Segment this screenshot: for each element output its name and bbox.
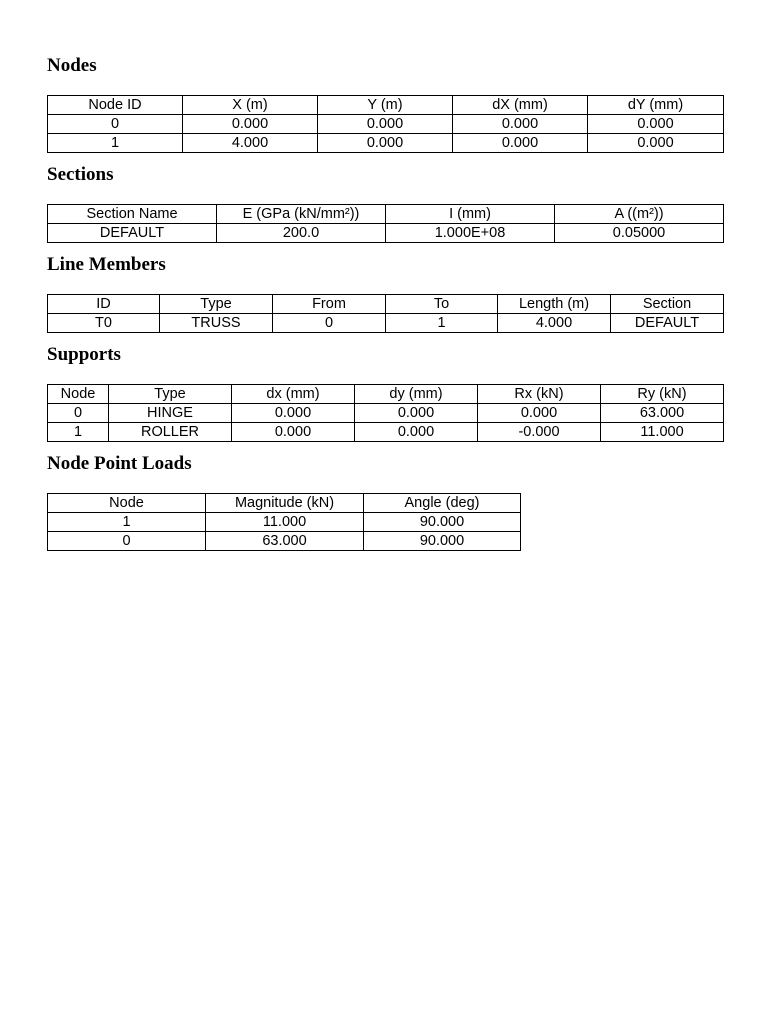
sections-table	[47, 204, 724, 243]
column-header: Y (m)	[318, 96, 453, 115]
table-cell: 0.000	[453, 115, 588, 134]
column-header: Magnitude (kN)	[206, 494, 364, 513]
table-cell: 0	[48, 532, 206, 551]
table-row	[48, 134, 724, 153]
column-header: Rx (kN)	[478, 385, 601, 404]
table-row	[48, 513, 521, 532]
table-cell: T0	[48, 314, 160, 333]
table-cell: 0	[48, 115, 183, 134]
table-cell: 0.000	[478, 404, 601, 423]
column-header: Node	[48, 385, 109, 404]
table-cell: 11.000	[601, 423, 724, 442]
table-cell: ROLLER	[109, 423, 232, 442]
table-row	[48, 115, 724, 134]
line-members-section	[47, 254, 700, 331]
column-header: Length (m)	[498, 295, 611, 314]
table-row	[48, 423, 724, 442]
column-header: ID	[48, 295, 160, 314]
column-header: dY (mm)	[588, 96, 724, 115]
column-header: I (mm)	[386, 205, 555, 224]
table-cell: 4.000	[498, 314, 611, 333]
table-cell: 0.000	[232, 404, 355, 423]
table-row	[48, 314, 724, 333]
line-members-table	[47, 294, 724, 333]
node-point-loads-table	[47, 493, 521, 551]
supports-table	[47, 384, 724, 442]
column-header: Node	[48, 494, 206, 513]
column-header: Section Name	[48, 205, 217, 224]
column-header: dx (mm)	[232, 385, 355, 404]
table-cell: 0.000	[453, 134, 588, 153]
table-row	[48, 532, 521, 551]
table-cell: 0	[48, 404, 109, 423]
table-cell: 0.000	[318, 134, 453, 153]
column-header: Section	[611, 295, 724, 314]
table-cell: 63.000	[601, 404, 724, 423]
column-header: Node ID	[48, 96, 183, 115]
table-cell: 11.000	[206, 513, 364, 532]
table-header-row	[48, 205, 724, 224]
column-header: From	[273, 295, 386, 314]
table-row	[48, 404, 724, 423]
nodes-table	[47, 95, 724, 153]
column-header: A ((m²))	[555, 205, 724, 224]
supports-heading: Supports	[47, 344, 121, 365]
table-header-row	[48, 494, 521, 513]
table-cell: 1	[48, 423, 109, 442]
column-header: To	[386, 295, 498, 314]
table-header-row	[48, 96, 724, 115]
table-cell: DEFAULT	[48, 224, 217, 243]
table-cell: 1	[386, 314, 498, 333]
column-header: E (GPa (kN/mm²))	[217, 205, 386, 224]
table-cell: 0.000	[588, 134, 724, 153]
column-header: Type	[109, 385, 232, 404]
table-cell: 1.000E+08	[386, 224, 555, 243]
table-cell: 1	[48, 513, 206, 532]
table-cell: HINGE	[109, 404, 232, 423]
table-cell: DEFAULT	[611, 314, 724, 333]
table-header-row	[48, 385, 724, 404]
table-cell: -0.000	[478, 423, 601, 442]
table-cell: 0.000	[232, 423, 355, 442]
line-members-heading: Line Members	[47, 254, 166, 275]
column-header: Angle (deg)	[364, 494, 521, 513]
nodes-section	[47, 55, 684, 151]
table-cell: 0.000	[318, 115, 453, 134]
table-cell: 1	[48, 134, 183, 153]
node-point-loads-heading: Node Point Loads	[47, 453, 192, 474]
column-header: dX (mm)	[453, 96, 588, 115]
column-header: dy (mm)	[355, 385, 478, 404]
column-header: X (m)	[183, 96, 318, 115]
table-cell: 90.000	[364, 513, 521, 532]
table-cell: 0.05000	[555, 224, 724, 243]
table-cell: 90.000	[364, 532, 521, 551]
table-cell: 0.000	[588, 115, 724, 134]
table-cell: 0.000	[355, 423, 478, 442]
table-cell: 0	[273, 314, 386, 333]
sections-heading: Sections	[47, 164, 114, 185]
column-header: Ry (kN)	[601, 385, 724, 404]
table-cell: 0.000	[183, 115, 318, 134]
table-cell: 0.000	[355, 404, 478, 423]
node-point-loads-section	[47, 453, 480, 549]
sections-section	[47, 164, 666, 241]
table-cell: 4.000	[183, 134, 318, 153]
column-header: Type	[160, 295, 273, 314]
table-cell: TRUSS	[160, 314, 273, 333]
table-cell: 200.0	[217, 224, 386, 243]
table-cell: 63.000	[206, 532, 364, 551]
supports-section	[47, 344, 687, 440]
nodes-heading: Nodes	[47, 55, 97, 76]
table-header-row	[48, 295, 724, 314]
table-row	[48, 224, 724, 243]
